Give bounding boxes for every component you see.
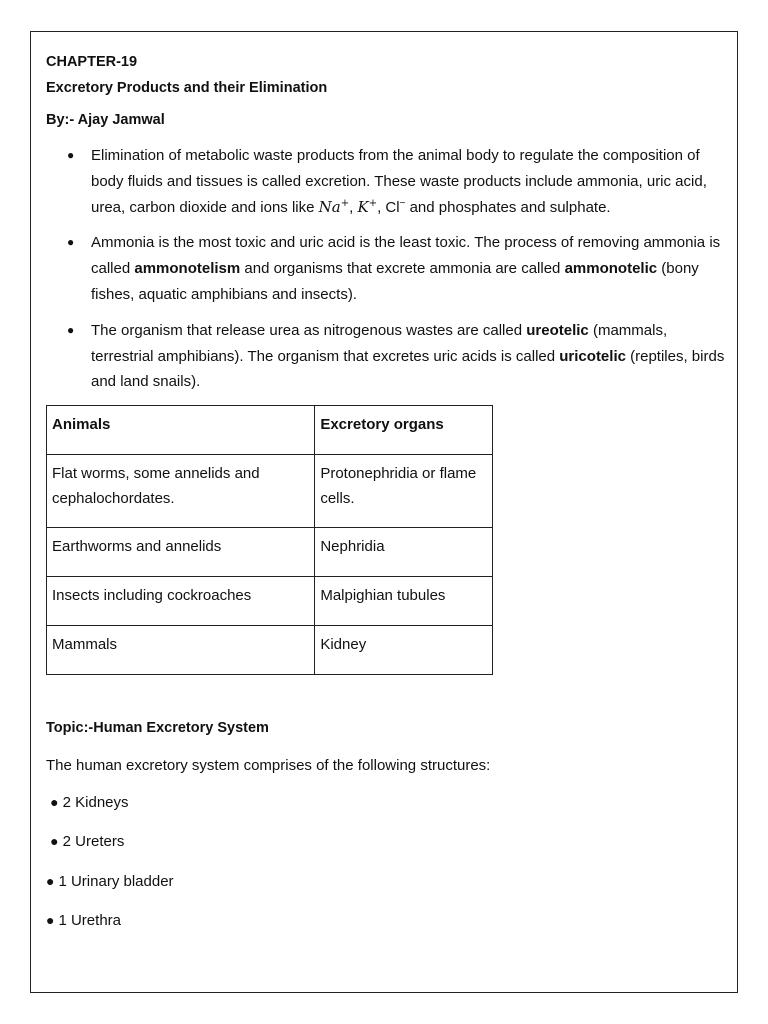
column-header-animals: Animals	[47, 406, 315, 455]
table-row	[47, 455, 493, 528]
bullet-dot-icon: ●	[46, 912, 55, 929]
table-cell: Kidney	[315, 626, 493, 675]
document-content	[46, 49, 726, 946]
document-page	[30, 31, 738, 993]
topic-heading: Topic:-Human Excretory System	[46, 720, 269, 737]
bullet-dot-icon: ●	[50, 833, 59, 850]
list-item: ● 1 Urethra	[46, 907, 726, 934]
term-ammonotelic: ammonotelic	[564, 260, 658, 278]
key-points-list	[46, 143, 726, 395]
table-cell: Flat worms, some annelids and cephalochordates.	[47, 455, 315, 528]
ion-potassium: K+	[357, 197, 378, 216]
table-row	[47, 626, 493, 675]
table-row	[47, 577, 493, 626]
table-cell: Insects including cockroaches	[47, 577, 315, 626]
term-uricotelic: uricotelic	[559, 347, 626, 365]
table-row	[47, 528, 493, 577]
bullet-dot-icon: ●	[67, 322, 75, 337]
bullet-dot-icon: ●	[46, 872, 55, 889]
list-item: ● 2 Kidneys	[46, 789, 726, 816]
author-line: By:- Ajay Jamwal	[46, 112, 165, 128]
ion-sodium: Na+	[318, 197, 350, 216]
structures-list	[46, 789, 726, 934]
list-item: ● 2 Ureters	[46, 828, 726, 855]
topic-intro: The human excretory system comprises of the following structures:	[46, 757, 491, 775]
table-cell: Nephridia	[315, 528, 493, 577]
bullet-dot-icon: ●	[67, 235, 75, 250]
bullet-ammonotelism: ● Ammonia is the most toxic and uric acid is the least toxic. The process of removing ammonia is called ammonotelism and organisms that excrete ammonia are called ammonotelic (bony fishes, aquatic amphibians and insects).	[46, 230, 726, 307]
chapter-number: CHAPTER-19	[46, 54, 138, 70]
excretory-organs-table	[46, 405, 493, 675]
bullet-dot-icon: ●	[67, 148, 75, 162]
bullet-dot-icon: ●	[50, 794, 59, 811]
table-header-row	[47, 406, 493, 455]
list-item: ● 1 Urinary bladder	[46, 868, 726, 895]
term-ureotelic: ureotelic	[526, 321, 589, 339]
table-cell: Malpighian tubules	[315, 577, 493, 626]
table-cell: Earthworms and annelids	[47, 528, 315, 577]
bullet-excretion: ● Elimination of metabolic waste products from the animal body to regulate the composition of body fluids and tissues is called excretion. These waste products include ammonia, uric acid, urea, carbon dioxide and ions like Na+, K+, Cl− and phosphates and sulphate.	[46, 143, 726, 220]
chapter-title: Excretory Products and their Elimination	[46, 80, 328, 96]
bullet-ureotelic: ● The organism that release urea as nitrogenous wastes are called ureotelic (mammals, terrestrial amphibians). The organism that excretes uric acids is called uricotelic (reptiles, birds and land snails).	[46, 318, 726, 395]
column-header-organs: Excretory organs	[315, 406, 493, 455]
table-cell: Protonephridia or flame cells.	[315, 455, 493, 528]
term-ammonotelism: ammonotelism	[134, 260, 241, 278]
ion-chloride: , Cl−	[377, 197, 406, 216]
table-cell: Mammals	[47, 626, 315, 675]
